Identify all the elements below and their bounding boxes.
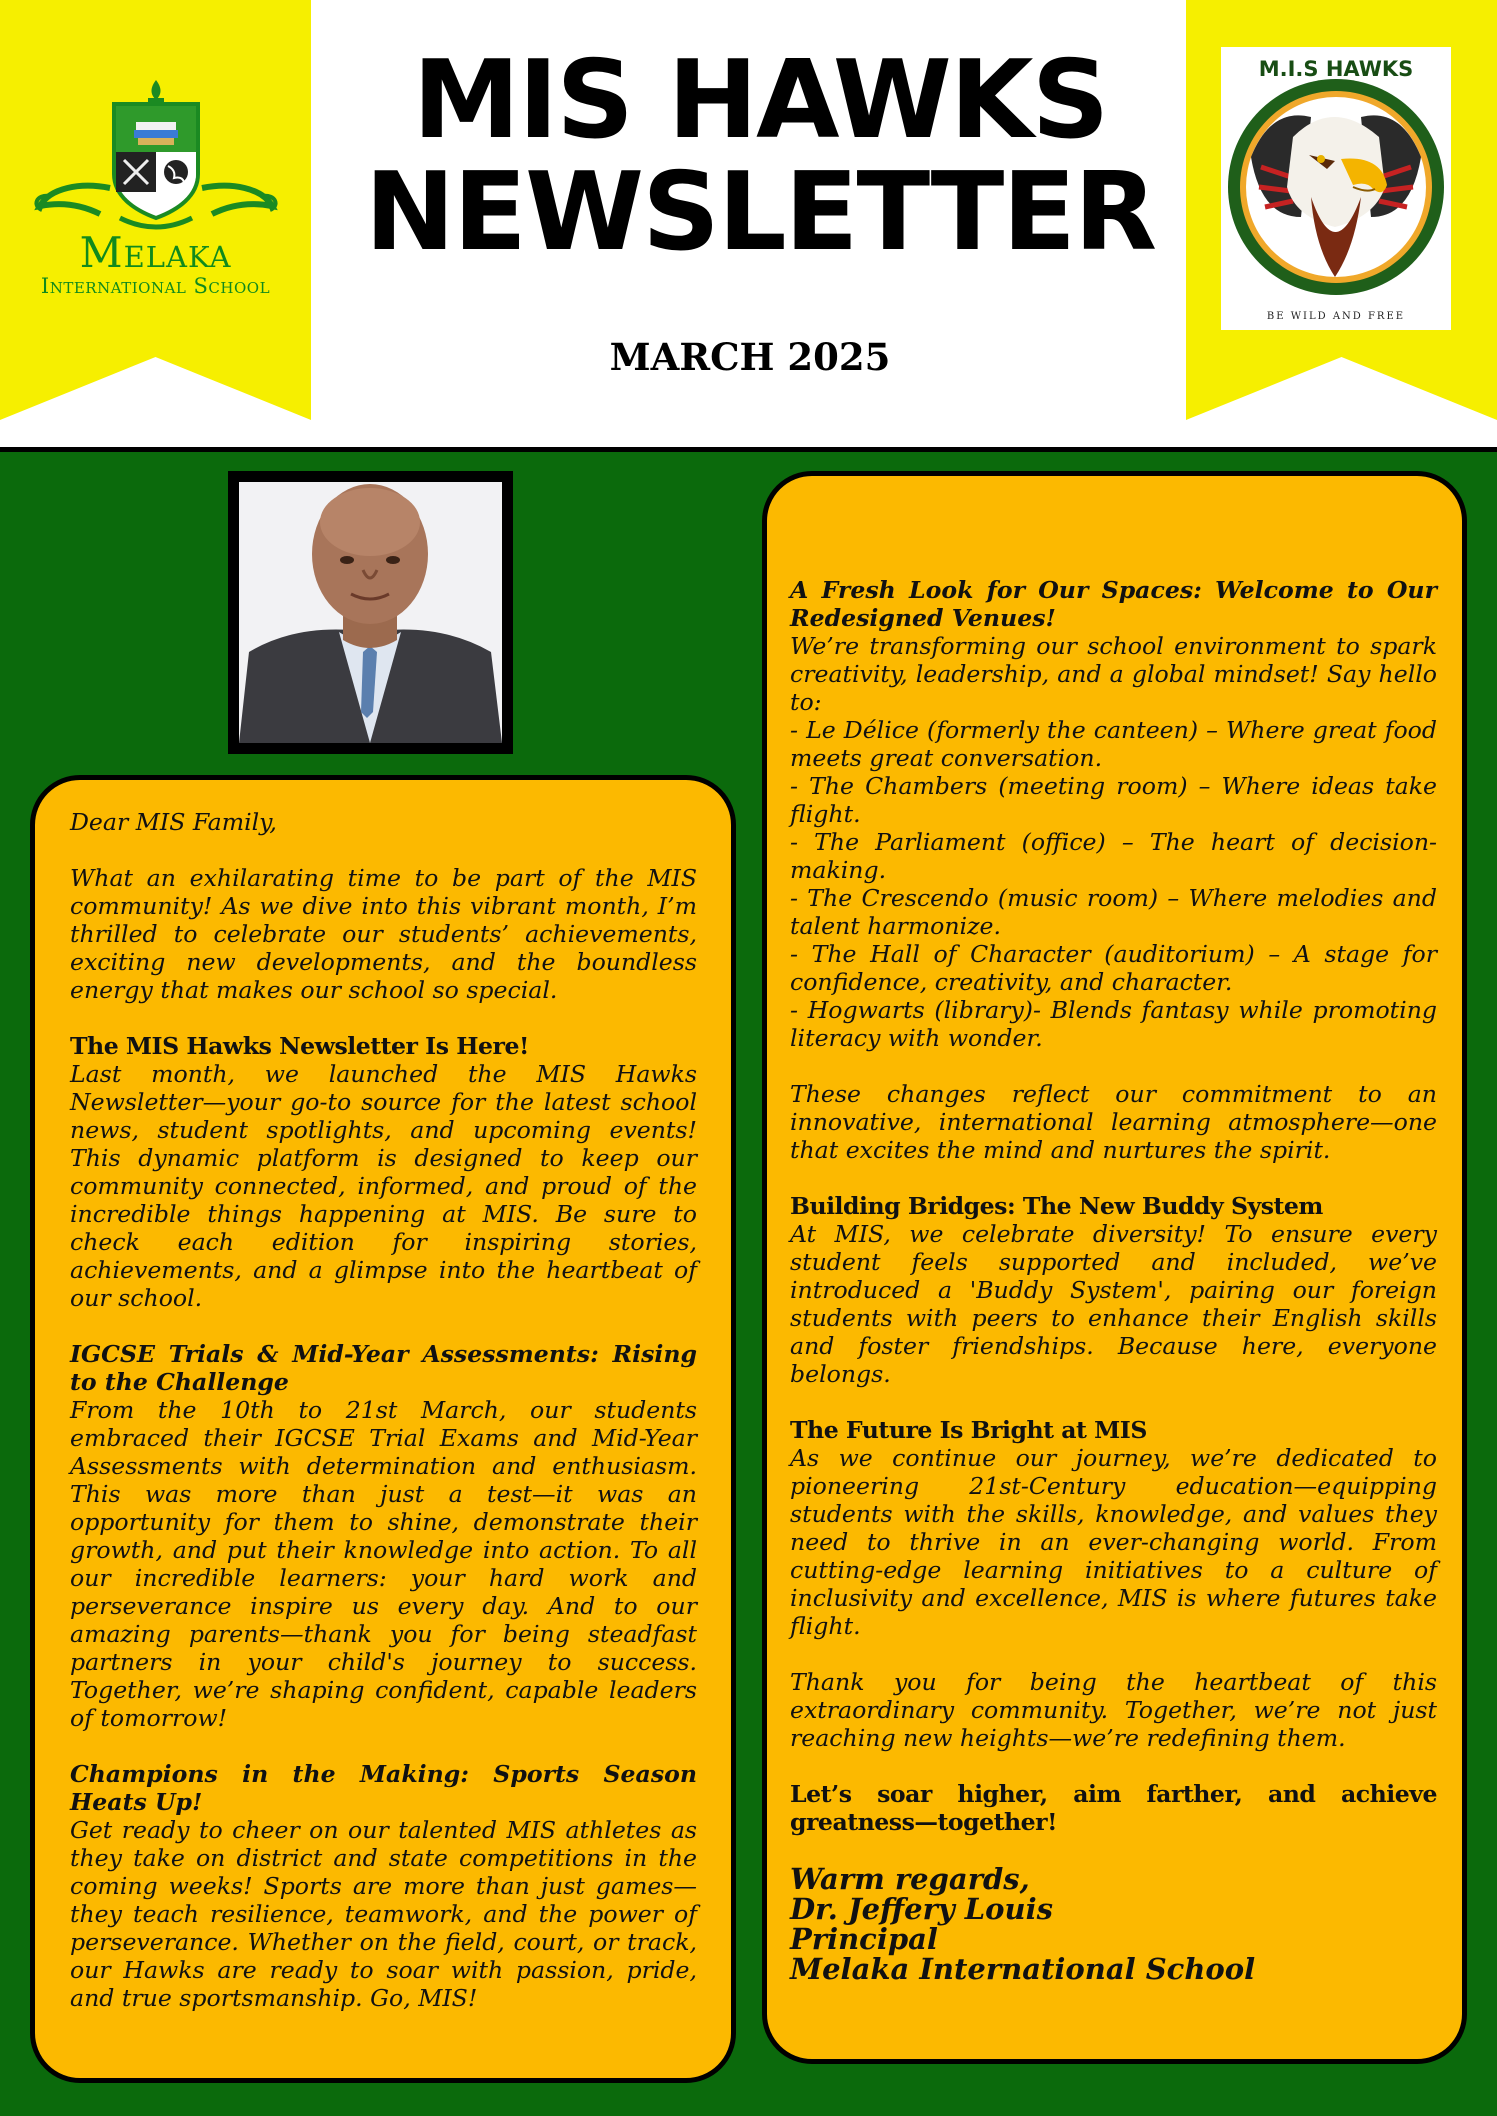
hawks-logo <box>1221 47 1451 330</box>
closing: Warm regards, <box>790 1862 1030 1896</box>
section-body: Last month, we launched the MIS Hawks Newsletter—your go-to source for the latest school news, student spotlights, and upcoming events! This dynamic platform is designed to keep our community connected, informed, and proud of the incredible things happening at MIS. Be sure to check each edition for inspiring stories, achievements, and a glimpse into the heartbeat of our school. <box>70 1060 697 1312</box>
venue-item: - The Crescendo (music room) – Where melodies and talent harmonize. <box>790 884 1437 940</box>
rally-line <box>790 1780 1437 1836</box>
section-heading: Champions in the Making: Sports Season Heats Up! <box>70 1760 697 1816</box>
school-name: Melaka <box>79 228 232 277</box>
signature-block <box>790 1864 1437 1984</box>
school-name-subtitle: International School <box>40 274 271 298</box>
signer-school: Melaka International School <box>790 1952 1256 1986</box>
section-venues <box>790 576 1437 1052</box>
section-heading: A Fresh Look for Our Spaces: Welcome to Our Redesigned Venues! <box>790 576 1437 632</box>
section-igcse <box>70 1340 697 1732</box>
section-body: As we continue our journey, we’re dedicated to pioneering 21st-Century education—equipping students with the skills, knowledge, and values they need to thrive in an ever-changing world. From cutting-edge learning initiatives to a culture of inclusivity and excellence, MIS is where futures take flight. <box>790 1444 1437 1640</box>
section-body: At MIS, we celebrate diversity! To ensure every student feels supported and included, we’ve introduced a 'Buddy System', pairing our foreign students with peers to enhance their English skills and foster friendships. Because here, everyone belongs. <box>790 1220 1437 1388</box>
signer-name: Dr. Jeffery Louis <box>790 1892 1053 1926</box>
principal-letter-panel <box>30 775 736 2083</box>
venue-item: - The Parliament (office) – The heart of decision-making. <box>790 828 1437 884</box>
section-heading: Building Bridges: The New Buddy System <box>790 1192 1323 1220</box>
signer-role: Principal <box>790 1922 938 1956</box>
section-newsletter <box>70 1032 697 1312</box>
eagle-icon <box>1221 47 1451 330</box>
title-line-1: MIS HAWKS <box>412 38 1108 163</box>
rally-text: Let’s soar higher, aim farther, and achieve greatness—together! <box>790 1780 1437 1836</box>
principal-photo-frame <box>228 471 513 754</box>
section-body: Get ready to cheer on our talented MIS athletes as they take on district and state competitions in the coming weeks! Sports are more than just games—they teach resilience, teamwork, and the power of perseverance. Whether on the field, court, or track, our Hawks are ready to soar with passion, pride, and true sportsmanship. Go, MIS! <box>70 1816 697 2012</box>
thanks-paragraph: Thank you for being the heartbeat of this extraordinary community. Together, we’re not just reaching new heights—we’re redefining them. <box>790 1668 1437 1752</box>
section-future <box>790 1416 1437 1640</box>
section-body: From the 10th to 21st March, our students embraced their IGCSE Trial Exams and Mid-Year Assessments with determination and enthusiasm. This was more than just a test—it was an opportunity for them to shine, demonstrate their growth, and put their knowledge into action. To all our incredible learners: your hard work and perseverance inspire us every day. And to our amazing parents—thank you for being steadfast partners in your child's journey to success. Together, we’re shaping confident, capable leaders of tomorrow! <box>70 1396 697 1732</box>
hawks-logo-text: M.I.S HAWKS <box>1258 57 1414 81</box>
section-heading: The MIS Hawks Newsletter Is Here! <box>70 1032 529 1060</box>
person-portrait-icon <box>239 482 502 743</box>
venue-item: - The Chambers (meeting room) – Where ideas take flight. <box>790 772 1437 828</box>
hawks-motto: BE WILD AND FREE <box>1266 311 1406 322</box>
section-intro: We’re transforming our school environment to spark creativity, leadership, and a global mindset! Say hello to: <box>790 632 1437 716</box>
newsletter-title <box>330 38 1190 275</box>
venue-item: - Le Délice (formerly the canteen) – Where great food meets great conversation. <box>790 716 1437 772</box>
title-line-2: NEWSLETTER <box>364 150 1156 275</box>
intro-paragraph: What an exhilarating time to be part of the MIS community! As we dive into this vibrant month, I’m thrilled to celebrate our students’ achievements, exciting new developments, and the boundless energy that makes our school so special. <box>70 864 697 1004</box>
venues-closing: These changes reflect our commitment to an innovative, international learning atmosphere—one that excites the mind and nurtures the spirit. <box>790 1080 1437 1164</box>
venue-item: - Hogwarts (library)- Blends fantasy while promoting literacy with wonder. <box>790 996 1437 1052</box>
issue-date: MARCH 2025 <box>609 335 891 379</box>
section-buddy <box>790 1192 1437 1388</box>
section-heading: IGCSE Trials & Mid-Year Assessments: Rising to the Challenge <box>70 1340 697 1396</box>
section-heading: The Future Is Bright at MIS <box>790 1416 1147 1444</box>
section-sports <box>70 1760 697 2012</box>
greeting: Dear MIS Family, <box>70 808 277 836</box>
updates-panel <box>762 471 1467 2064</box>
principal-photo <box>239 482 502 743</box>
venue-item: - The Hall of Character (auditorium) – A stage for confidence, creativity, and character. <box>790 940 1437 996</box>
